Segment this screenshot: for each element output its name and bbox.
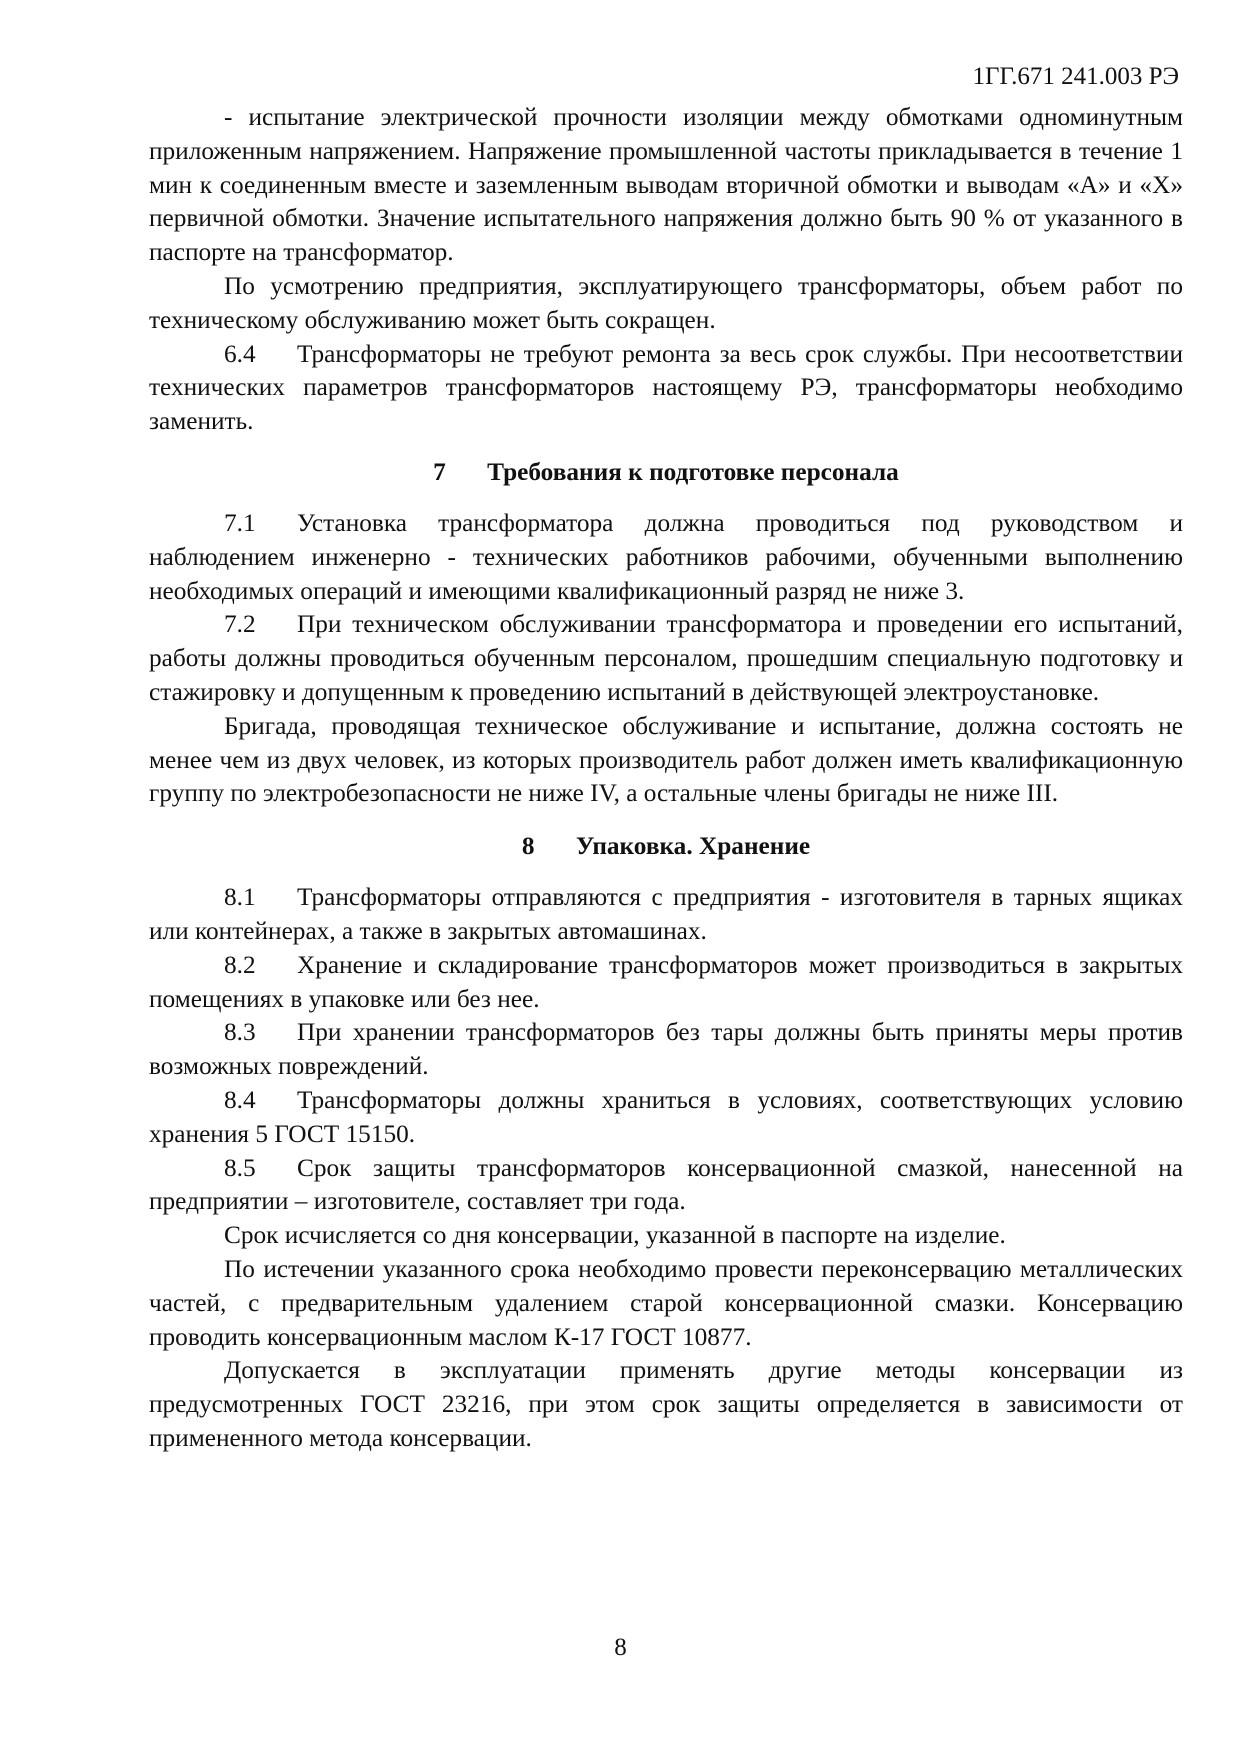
clause-text: При техническом обслуживании трансформатора и проведении его испытаний, работы должны проводиться обученным персоналом, прошедшим специальную подготовку и стажировку и допущенным к проведению испытаний в действующей электроустановке. [149,610,1183,706]
clause-text: Срок защиты трансформаторов консервационной смазкой, нанесенной на предприятии – изготовителе, составляет три года. [149,1153,1183,1216]
clause-number: 8.3 [224,1018,256,1047]
section-title: Упаковка. Хранение [575,832,811,861]
clause-text: Трансформаторы отправляются с предприятия - изготовителя в тарных ящиках или контейнерах, а также в закрытых автомашинах. [149,883,1183,945]
section-heading-8 [149,829,1183,863]
clause-8-2 [149,949,1183,1017]
clause-number: 8.1 [224,883,256,912]
section-number: 8 [521,832,535,861]
clause-8-4 [149,1084,1183,1152]
clause-text: Хранение и складирование трансформаторов может производиться в закрытых помещениях в упаковке или без нее. [149,950,1183,1013]
clause-text: Трансформаторы не требуют ремонта за весь срок службы. При несоответствии технических параметров трансформаторов настоящему РЭ, трансформаторы необходимо заменить. [149,339,1183,436]
page-number: 8 [614,1634,627,1661]
clause-text: При хранении трансформаторов без тары должны быть приняты меры против возможных повреждений. [149,1018,1183,1081]
document-code: 1ГГ.671 241.003 РЭ [972,63,1179,90]
clause-number: 8.5 [224,1153,256,1182]
clause-number: 6.4 [224,339,256,368]
clause-number: 8.2 [224,950,256,979]
paragraph-brigade: Бригада, проводящая техническое обслуживание и испытание, должна состоять не менее чем из двух человек, из которых производитель работ должен иметь квалификационную группу по электробезопасности не ниже IV, а остальные члены бригады не ниже III. [149,711,1183,808]
clause-text: Установка трансформатора должна проводиться под руководством и наблюдением инженерно - технических работников рабочими, обученными выполнению необходимых операций и имеющими квалификационный разряд не ниже 3. [149,508,1183,605]
clause-number: 7.2 [224,610,256,639]
clause-6-4 [149,338,1183,439]
paragraph-reconservation: По истечении указанного срока необходимо провести переконсервацию металлических частей, с предварительным удалением старой консервационной смазки. Консервацию проводить консервационным маслом К-17 ГОСТ 10877. [149,1254,1183,1351]
section-title: Требования к подготовке персонала [487,457,899,486]
clause-number: 7.1 [224,508,256,537]
paragraph-other-methods: Допускается в эксплуатации применять другие методы консервации из предусмотренных ГОСТ 23216, при этом срок защиты определяется в зависимости от примененного метода консервации. [149,1356,1183,1452]
clause-text: Трансформаторы должны храниться в условиях, соответствующих условию хранения 5 ГОСТ 15150. [149,1085,1183,1148]
paragraph-maintenance-scope: По усмотрению предприятия, эксплуатирующего трансформаторы, объем работ по техническому обслуживанию может быть сокращен. [149,271,1183,334]
page-content [149,101,1183,1456]
section-heading-7 [149,455,1183,489]
clause-7-2 [149,608,1183,709]
clause-8-3 [149,1016,1183,1084]
section-number: 7 [433,457,446,486]
paragraph-period-start: Срок исчисляется со дня консервации, указанной в паспорте на изделие. [224,1221,1006,1250]
clause-number: 8.4 [224,1085,256,1114]
clause-8-1 [149,881,1183,949]
clause-8-5 [149,1152,1183,1220]
paragraph-insulation-test: - испытание электрической прочности изоляции между обмотками одноминутным приложенным напряжением. Напряжение промышленной частоты прикладывается в течение 1 мин к соединенным вместе и заземленным выводам вторичной обмотки и выводам «А» и «Х» первичной обмотки. Значение испытательного напряжения должно быть 90 % от указанного в паспорте на трансформатор. [149,103,1183,267]
clause-7-1 [149,507,1183,608]
